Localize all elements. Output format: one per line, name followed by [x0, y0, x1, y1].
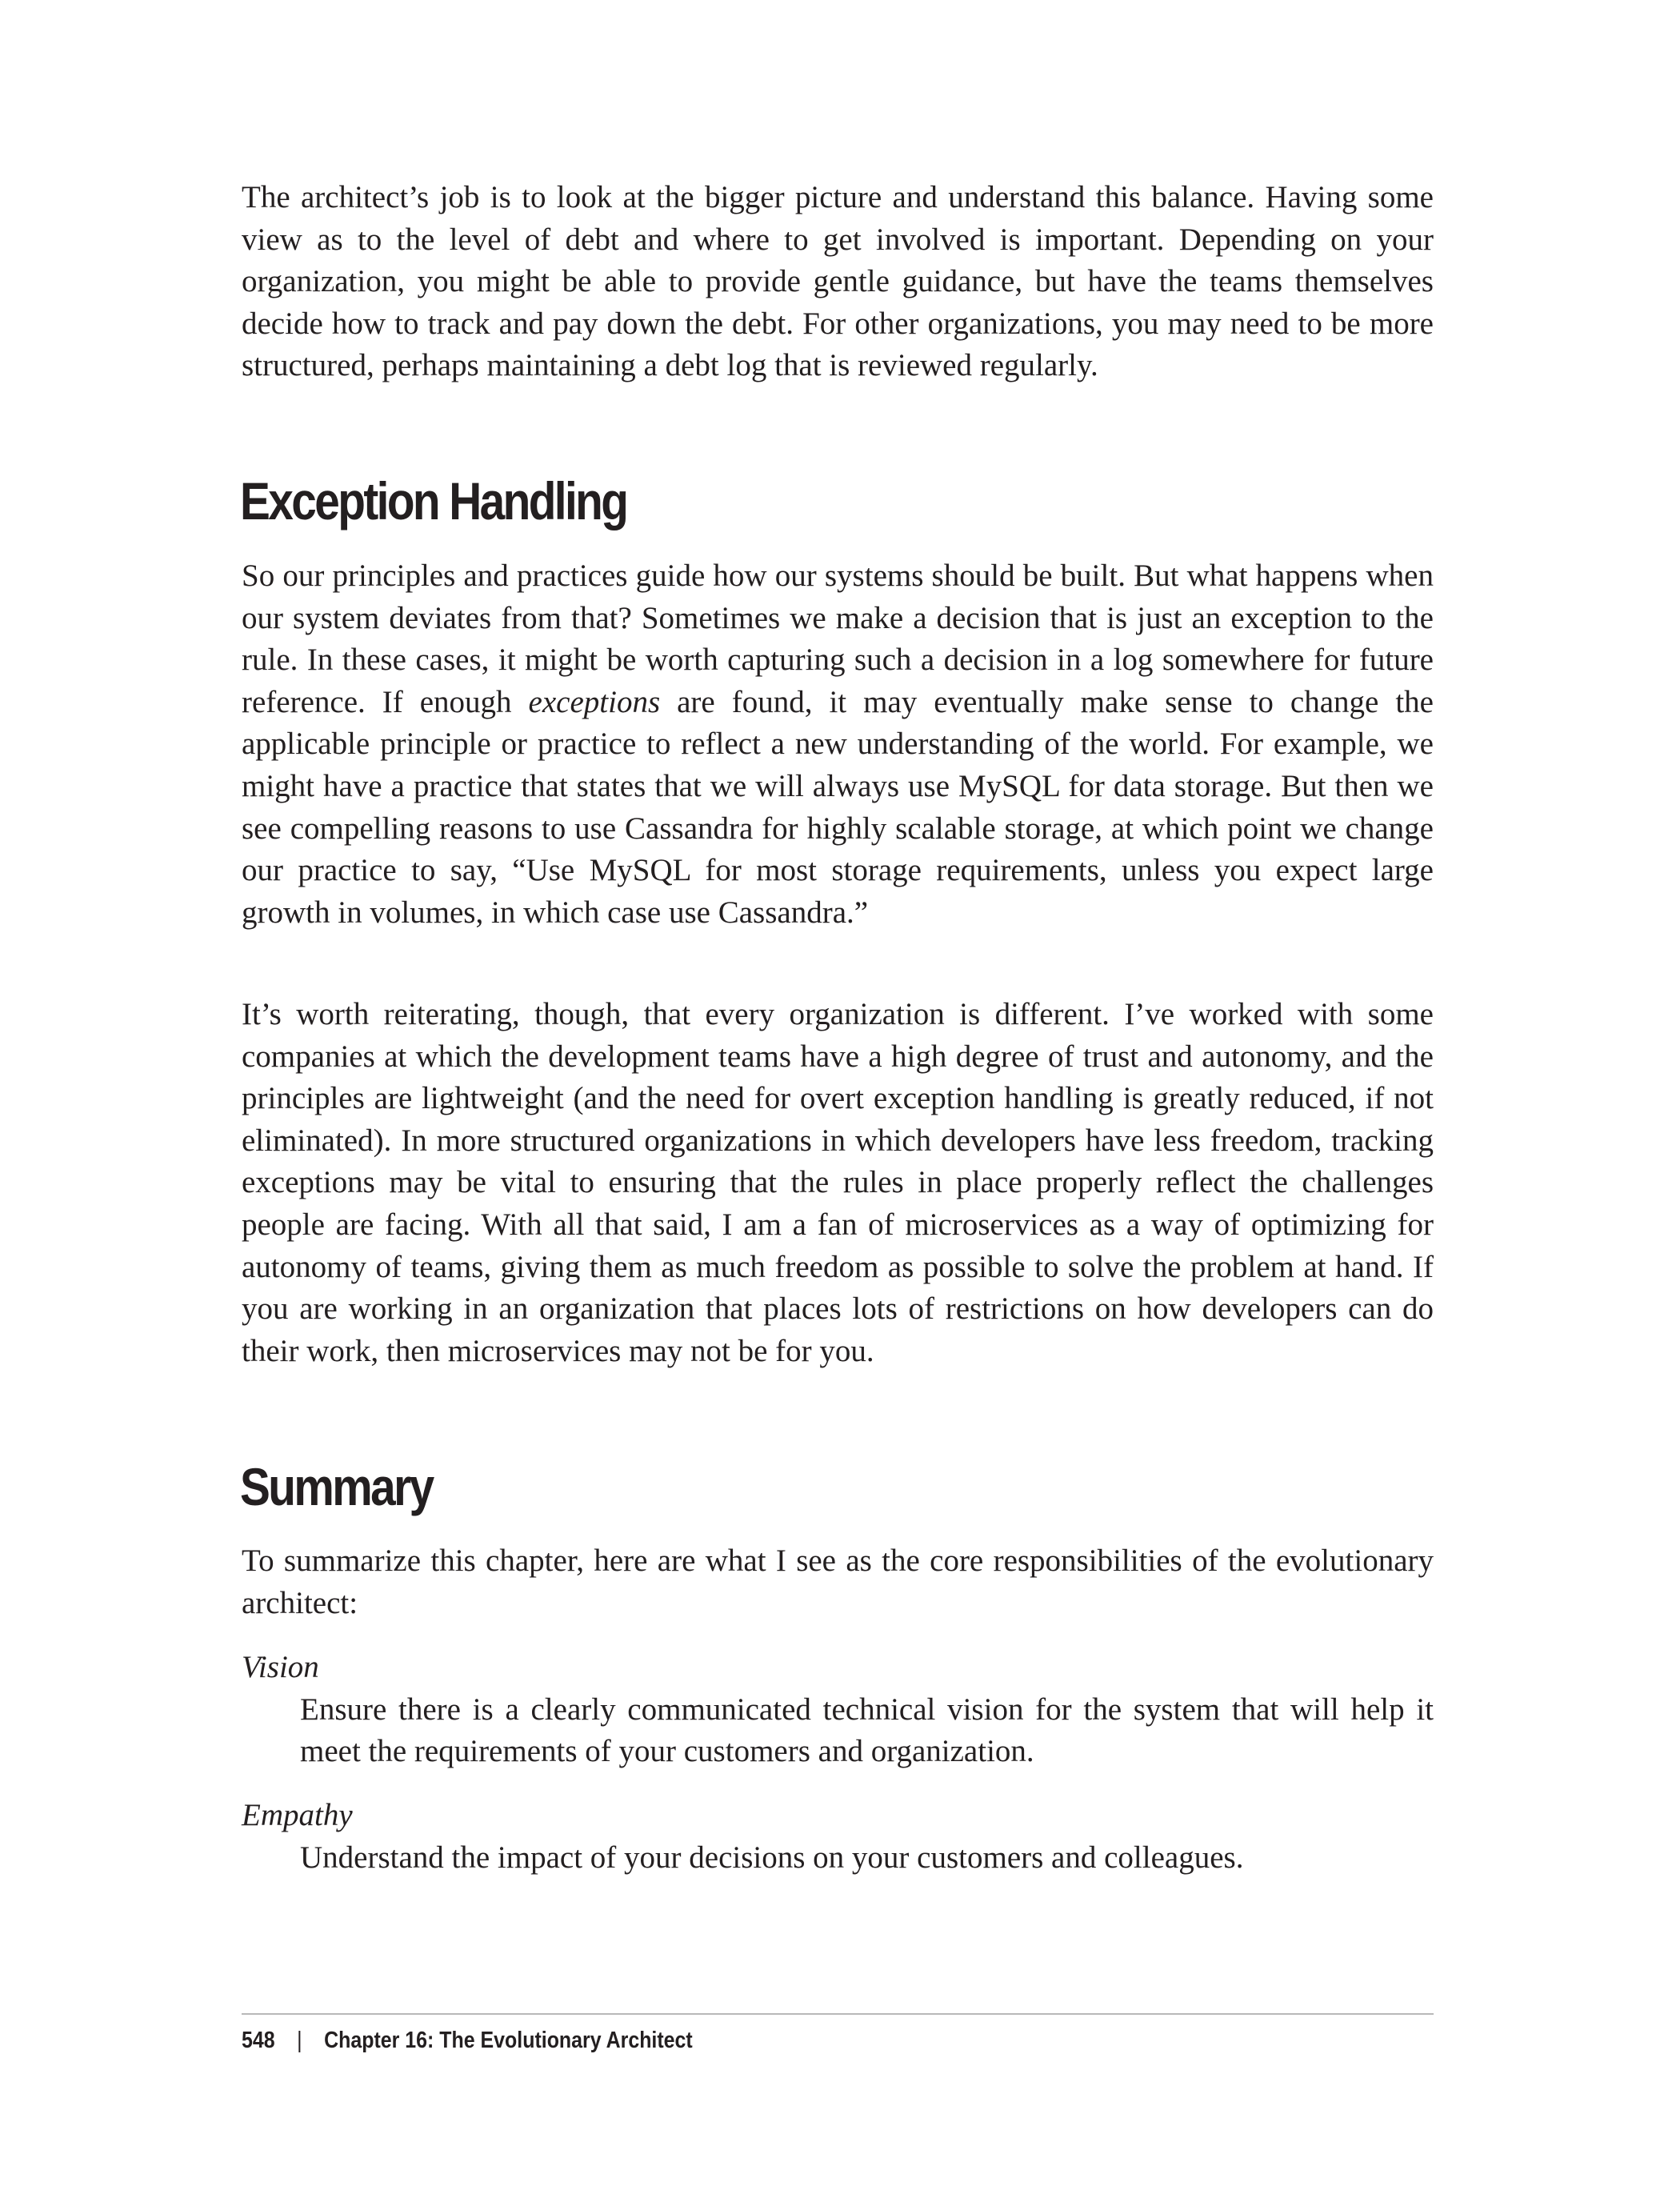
footer-separator: | — [297, 2028, 302, 2053]
page-number: 548 — [242, 2028, 275, 2053]
definition-term-empathy: Empathy — [242, 1798, 353, 1832]
section-heading-exception-handling: Exception Handling — [240, 471, 627, 530]
exception-paragraph-1-text-after: are found, it may eventually make sense to change the applicable principle or practice to reflect a new understanding of the world. For example, we might have a practice that states that we will always use MySQL for data storage. But then we see compelling reasons to use Cassandra for highly scalable storage, at which point we change our practice to say, “Use MySQL for most storage requirements, unless you expect large growth in volumes, in which case use Cassandra.” — [242, 684, 1434, 930]
responsibility-definition-empathy — [242, 1795, 1434, 1879]
definition-term-vision: Vision — [242, 1650, 319, 1684]
footer-divider — [242, 2013, 1434, 2015]
intro-paragraph: The architect’s job is to look at the bigger picture and understand this balance. Having some view as to the level of debt and where to get involved is important. Depending on your organization, you might be able to provide gentle guidance, but have the teams themselves decide how to track and pay down the debt. For other organizations, you may need to be more structured, perhaps maintaining a debt log that is reviewed regularly. — [242, 180, 1434, 383]
exception-paragraph-1-emphasis: exceptions — [528, 684, 661, 719]
exception-paragraph-1-text-before: So our principles and practices guide how our systems should be built. But what happens when our system deviates from that? Sometimes we make a decision that is just an exception to the rule. In these cases, it might be worth capturing such a decision in a log somewhere for future reference. If enough — [242, 559, 1434, 719]
page-footer — [242, 2024, 693, 2056]
exception-paragraph-1 — [242, 555, 1434, 934]
book-page — [242, 0, 1434, 2206]
definition-description-vision: Ensure there is a clearly communicated technical vision for the system that will help it meet the requirements of your customers and organization. — [300, 1692, 1434, 1769]
exception-paragraph-2: It’s worth reiterating, though, that every organization is different. I’ve worked with some companies at which the development teams have a high degree of trust and autonomy, and the principles are lightweight (and the need for overt exception handling is greatly reduced, if not eliminated). In more structured organizations in which developers have less freedom, tracking exceptions may be vital to ensuring that the rules in place properly reflect the challenges people are facing. With all that said, I am a fan of microservices as a way of optimizing for autonomy of teams, giving them as much freedom as possible to solve the problem at hand. If you are working in an organization that places lots of restrictions on how developers can do their work, then microservices may not be for you. — [242, 997, 1434, 1368]
section-heading-summary: Summary — [240, 1457, 433, 1516]
definition-description-empathy: Understand the impact of your decisions on your customers and colleagues. — [300, 1840, 1244, 1875]
chapter-title: Chapter 16: The Evolutionary Architect — [324, 2028, 693, 2053]
summary-intro-paragraph: To summarize this chapter, here are what I see as the core responsibilities of the evolutionary architect: — [242, 1543, 1434, 1620]
responsibility-definition-vision — [242, 1647, 1434, 1773]
